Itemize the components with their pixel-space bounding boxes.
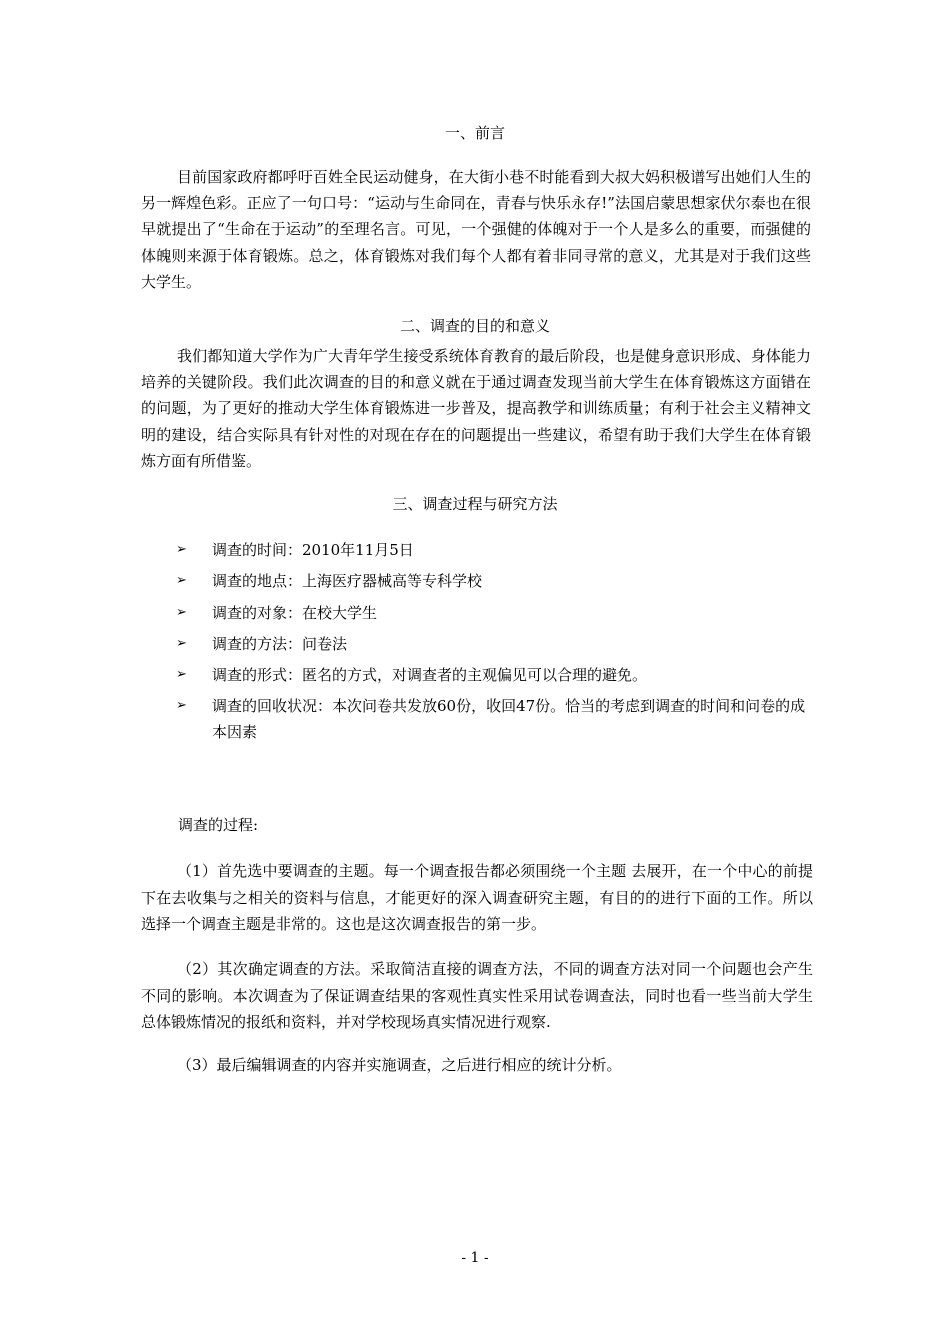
list-item-text: 调查的形式：匿名的方式，对调查者的主观偏见可以合理的避免。: [212, 666, 648, 685]
page-number: - 1 -: [461, 1250, 489, 1266]
arrow-bullet-icon: ➢: [176, 635, 187, 651]
section-heading-method: 三、调查过程与研究方法: [392, 495, 558, 513]
section-heading-purpose: 二、调查的目的和意义: [399, 317, 550, 335]
preface-paragraph: 目前国家政府都呼吁百姓全民运动健身，在大街小巷不时能看到大叔大妈积极谱写出她们人生的另一辉煌色彩。正应了一句口号：“运动与生命同在，青春与快乐永存!”法国启蒙思想家伏尔泰也在很早就提出了“生命在于运动”的至理名言。可见，一个强健的体魄对于一个人是多么的重要，而强健的体魄则来源于体育锻炼。总之，体育锻炼对我们每个人都有着非同寻常的意义，尤其是对于我们这些大学生。: [141, 168, 811, 291]
list-item: [176, 662, 816, 688]
list-item-text: 调查的方法：问卷法: [212, 634, 348, 653]
list-item: [176, 631, 816, 657]
list-item-text: 调查的地点：上海医疗器械高等专科学校: [212, 572, 483, 591]
purpose-paragraph: 我们都知道大学作为广大青年学生接受系统体育教育的最后阶段，也是健身意识形成、身体能力培养的关键阶段。我们此次调查的目的和意义就在于通过调查发现当前大学生在体育锻炼这方面错在的问题，为了更好的推动大学生体育锻炼进一步普及，提高教学和训练质量；有利于社会主义精神文明的建设，结合实际具有针对性的对现在存在的问题提出一些建议，希望有助于我们大学生在体育锻炼方面有所借鉴。: [141, 347, 811, 470]
arrow-bullet-icon: ➢: [176, 698, 187, 714]
section-heading-preface: 一、前言: [444, 124, 505, 142]
arrow-bullet-icon: ➢: [176, 604, 187, 620]
list-item-text: 调查的对象：在校大学生: [212, 603, 378, 622]
list-item-text: 调查的回收状况：本次问卷共发放60份，收回47份。恰当的考虑到调查的时间和问卷的成本因素: [212, 697, 806, 742]
process-step: （2）其次确定调查的方法。采取简洁直接的调查方法，不同的调查方法对同一个问题也会产生不同的影响。本次调查为了保证调查结果的客观性真实性采用试卷调查法，同时也看一些当前大学生总体锻炼情况的报纸和资料，并对学校现场真实情况进行观察.: [141, 960, 813, 1031]
list-item-text: 调查的时间：2010年11月5日: [212, 541, 414, 559]
arrow-bullet-icon: ➢: [176, 573, 187, 589]
list-item: [176, 568, 816, 594]
survey-details-list: [176, 537, 816, 751]
arrow-bullet-icon: ➢: [176, 542, 187, 557]
list-item: [176, 600, 816, 626]
process-step: （3）最后编辑调查的内容并实施调查，之后进行相应的统计分析。: [177, 1056, 622, 1074]
list-item: [176, 693, 816, 745]
list-item: [176, 537, 816, 563]
process-label: 调查的过程:: [178, 816, 259, 834]
arrow-bullet-icon: ➢: [176, 667, 187, 683]
process-step: （1）首先选中要调查的主题。每一个调查报告都必须围绕一个主题 去展开，在一个中心的前提下在去收集与之相关的资料与信息，才能更好的深入调查研究主题，有目的的进行下面的工作。所以选择一个调查主题是非常的。这也是这次调查报告的第一步。: [141, 862, 813, 933]
